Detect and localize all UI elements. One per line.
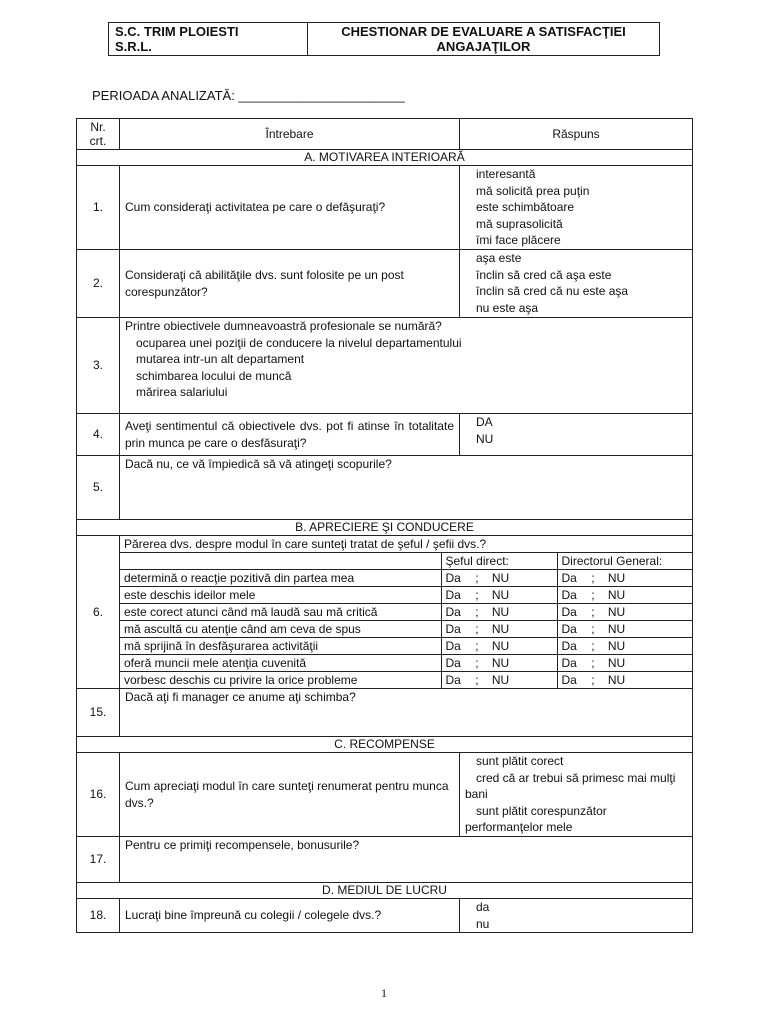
section-heading-row bbox=[77, 520, 693, 536]
answer-option[interactable]: cred că ar trebui să primesc mai mulţi bani bbox=[465, 770, 676, 801]
question-with-options bbox=[120, 318, 693, 414]
question-text: Cum apreciaţi modul în care sunteţi renumerat pentru munca dvs.? bbox=[120, 753, 460, 837]
rating-choices-general: Da ; NU bbox=[557, 655, 692, 672]
section-heading-row bbox=[77, 883, 693, 899]
answer-option[interactable]: aşa este bbox=[476, 251, 522, 265]
header-table bbox=[108, 22, 660, 56]
rating-row bbox=[120, 672, 692, 689]
rating-choices-general: Da ; NU bbox=[557, 672, 692, 689]
rating-statement: mă ascultă cu atenţie când am ceva de spus bbox=[120, 621, 441, 638]
answer-options bbox=[460, 166, 693, 250]
document-title: CHESTIONAR DE EVALUARE A SATISFACŢIEI ANGAJAŢILOR bbox=[308, 23, 660, 56]
rating-choices-direct: Da ; NU bbox=[441, 570, 557, 587]
column-header-direct-manager: Şeful direct: bbox=[441, 553, 557, 570]
question-row bbox=[77, 414, 693, 456]
rating-statement: mă sprijină în desfăşurarea activităţii bbox=[120, 638, 441, 655]
rating-statement: determină o reacţie pozitivă din partea mea bbox=[120, 570, 441, 587]
question-row bbox=[77, 536, 693, 689]
answer-option[interactable]: NU bbox=[476, 431, 494, 446]
answer-options bbox=[460, 753, 693, 837]
rating-choices-direct: Da ; NU bbox=[441, 672, 557, 689]
answer-option[interactable]: DA bbox=[476, 415, 493, 429]
answer-option[interactable]: mărirea salariului bbox=[136, 385, 228, 399]
rating-choices-general: Da ; NU bbox=[557, 587, 692, 604]
section-b-title: B. APRECIERE ŞI CONDUCERE bbox=[77, 520, 693, 536]
page-number: 1 bbox=[381, 986, 387, 1000]
answer-option[interactable]: da bbox=[476, 900, 490, 914]
question-text: Dacă aţi fi manager ce anume aţi schimba? bbox=[120, 689, 693, 737]
answer-option[interactable]: îmi face plăcere bbox=[476, 233, 561, 247]
section-heading-row bbox=[77, 150, 693, 166]
section-c-title: C. RECOMPENSE bbox=[77, 737, 693, 753]
question-text: Cum consideraţi activitatea pe care o defăşuraţi? bbox=[120, 166, 460, 250]
question-number: 1. bbox=[77, 166, 120, 250]
rating-row bbox=[120, 655, 692, 672]
rating-row bbox=[120, 587, 692, 604]
answer-option[interactable]: înclin să cred că aşa este bbox=[476, 267, 612, 282]
rating-choices-general: Da ; NU bbox=[557, 621, 692, 638]
question-text: Consideraţi că abilităţile dvs. sunt folosite pe un post corespunzător? bbox=[120, 250, 460, 318]
period-blank: _______________________ bbox=[238, 88, 405, 103]
question-number: 6. bbox=[77, 536, 120, 689]
answer-option[interactable]: sunt plătit corespunzător performanţelor mele bbox=[465, 803, 607, 834]
table-header-row bbox=[77, 119, 693, 150]
rating-choices-direct: Da ; NU bbox=[441, 655, 557, 672]
rating-choices-direct: Da ; NU bbox=[441, 604, 557, 621]
answer-option[interactable]: înclin să cred că nu este aşa bbox=[476, 284, 629, 298]
question-text: Aveţi sentimentul că obiectivele dvs. pot fi atinse în totalitate prin munca pe care o desfăsuraţi? bbox=[120, 414, 460, 456]
column-header-question: Întrebare bbox=[120, 119, 460, 150]
rating-choices-direct: Da ; NU bbox=[441, 638, 557, 655]
answer-option[interactable]: ocuparea unei poziţii de conducere la nivelul departamentului bbox=[136, 335, 462, 350]
rating-row bbox=[120, 638, 692, 655]
column-header-number: Nr. crt. bbox=[77, 119, 120, 150]
column-header-general-director: Directorul General: bbox=[557, 553, 692, 570]
rating-row bbox=[120, 570, 692, 587]
rating-choices-general: Da ; NU bbox=[557, 638, 692, 655]
answer-options bbox=[460, 414, 693, 456]
answer-options bbox=[460, 250, 693, 318]
rating-grid-blank bbox=[120, 553, 441, 570]
question-row bbox=[77, 837, 693, 883]
company-name: S.C. TRIM PLOIESTI S.R.L. bbox=[109, 23, 308, 56]
question-text: Dacă nu, ce vă împiedică să vă atingeţi scopurile? bbox=[120, 456, 693, 520]
rating-choices-direct: Da ; NU bbox=[441, 587, 557, 604]
answer-option[interactable]: nu este aşa bbox=[476, 300, 539, 315]
answer-option[interactable]: sunt plătit corect bbox=[476, 754, 564, 768]
answer-option[interactable]: schimbarea locului de muncă bbox=[136, 368, 292, 383]
answer-options bbox=[460, 899, 693, 933]
question-text: Printre obiectivele dumneavoastră profesionale se numără? bbox=[125, 319, 442, 333]
rating-choices-general: Da ; NU bbox=[557, 570, 692, 587]
question-number: 16. bbox=[77, 753, 120, 837]
rating-row bbox=[120, 604, 692, 621]
question-number: 3. bbox=[77, 318, 120, 414]
rating-statement: oferă muncii mele atenţia cuvenită bbox=[120, 655, 441, 672]
question-number: 18. bbox=[77, 899, 120, 933]
answer-option[interactable]: nu bbox=[476, 916, 490, 931]
rating-row bbox=[120, 621, 692, 638]
rating-choices-general: Da ; NU bbox=[557, 604, 692, 621]
question-number: 5. bbox=[77, 456, 120, 520]
question-row bbox=[77, 166, 693, 250]
question-row bbox=[77, 250, 693, 318]
question-row bbox=[77, 456, 693, 520]
question-number: 4. bbox=[77, 414, 120, 456]
period-label: PERIOADA ANALIZATĂ: bbox=[92, 88, 235, 103]
answer-option[interactable]: este schimbătoare bbox=[476, 200, 575, 214]
questionnaire-table bbox=[76, 118, 693, 933]
question-row bbox=[77, 689, 693, 737]
question-row bbox=[77, 753, 693, 837]
rating-choices-direct: Da ; NU bbox=[441, 621, 557, 638]
period-field bbox=[92, 88, 405, 103]
question-row bbox=[77, 318, 693, 414]
question-text: Lucraţi bine împreună cu colegii / colegele dvs.? bbox=[120, 899, 460, 933]
answer-option[interactable]: mutarea intr-un alt departament bbox=[136, 352, 305, 366]
rating-statement: este corect atunci când mă laudă sau mă critică bbox=[120, 604, 441, 621]
column-header-answer: Răspuns bbox=[460, 119, 693, 150]
answer-option[interactable]: interesantă bbox=[476, 167, 536, 181]
rating-grid bbox=[120, 536, 692, 688]
section-d-title: D. MEDIUL DE LUCRU bbox=[77, 883, 693, 899]
question-number: 2. bbox=[77, 250, 120, 318]
rating-grid-cell bbox=[120, 536, 693, 689]
answer-option[interactable]: mă solicită prea puţin bbox=[476, 183, 590, 198]
rating-statement: este deschis ideilor mele bbox=[120, 587, 441, 604]
question-row bbox=[77, 899, 693, 933]
answer-option[interactable]: mă suprasolicită bbox=[476, 216, 563, 231]
rating-statement: vorbesc deschis cu privire la orice probleme bbox=[120, 672, 441, 689]
section-a-title: A. MOTIVAREA INTERIOARĂ bbox=[77, 150, 693, 166]
question-number: 17. bbox=[77, 837, 120, 883]
question-number: 15. bbox=[77, 689, 120, 737]
section-heading-row bbox=[77, 737, 693, 753]
question-text: Părerea dvs. despre modul în care sunteţi tratat de şeful / şefii dvs.? bbox=[120, 536, 692, 553]
question-text: Pentru ce primiţi recompensele, bonusurile? bbox=[120, 837, 693, 883]
